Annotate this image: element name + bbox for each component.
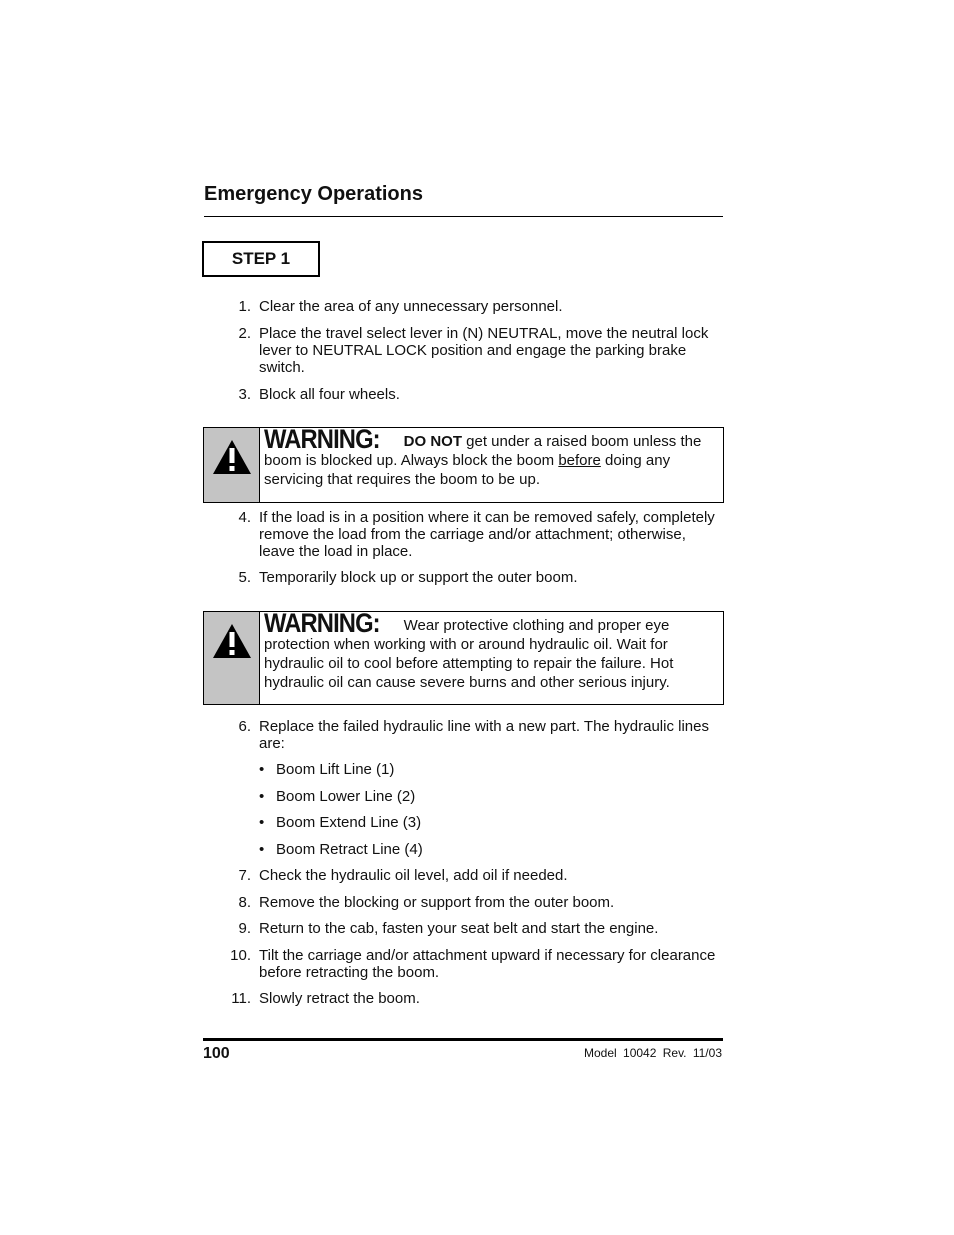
list-item [230, 947, 723, 981]
page-number: 100 [203, 1045, 230, 1062]
bullet-dot: • [259, 841, 265, 858]
step-number: 9. [238, 920, 251, 937]
bullet-text: Boom Retract Line (4) [276, 841, 423, 858]
step-text: Block all four wheels. [259, 386, 400, 403]
page-title: Emergency Operations [204, 183, 423, 205]
warning-icon-panel [204, 612, 260, 704]
warning-heading: WARNING: [264, 608, 380, 638]
warning-text-part: get under a raised boom unless the boom is blocked up. Always block the boom [264, 433, 702, 469]
warning-icon-panel [204, 428, 260, 502]
step-text: Slowly retract the boom. [259, 990, 420, 1007]
list-item [238, 325, 723, 376]
bullet-text: Boom Lower Line (2) [276, 788, 416, 805]
footer-divider [203, 1038, 723, 1041]
step-number: 3. [238, 386, 251, 403]
step-text: Temporarily block up or support the outer boom. [259, 569, 578, 586]
step-label-box: STEP 1 [202, 241, 320, 277]
bullet-dot: • [259, 761, 265, 778]
step-number: 10. [230, 947, 251, 964]
warning-box-hydraulic [203, 608, 724, 705]
warning-box-boom [203, 424, 724, 503]
bullet-item [259, 788, 716, 805]
step-text: Tilt the carriage and/or attachment upward if necessary for clearance before retracting the boom. [259, 947, 716, 981]
bullet-item [259, 761, 716, 778]
step-text: Clear the area of any unnecessary personnel. [259, 298, 563, 315]
step-number: 2. [238, 325, 251, 342]
warning-underlined-word: before [558, 452, 601, 469]
warning-message [264, 424, 717, 489]
step-text: Check the hydraulic oil level, add oil if needed. [259, 867, 568, 884]
bullet-text: Boom Extend Line (3) [276, 814, 422, 831]
list-item [238, 509, 723, 560]
step-number: 1. [238, 298, 251, 315]
list-item [238, 867, 723, 884]
title-divider [204, 216, 723, 217]
warning-message [264, 608, 717, 692]
list-item [238, 920, 723, 937]
list-item [238, 569, 723, 586]
step-number: 5. [238, 569, 251, 586]
bullet-item [259, 841, 716, 858]
model-revision: Model 10042 Rev. 11/03 [584, 1046, 722, 1060]
step-number: 7. [238, 867, 251, 884]
bullet-dot: • [259, 814, 265, 831]
step-number: 8. [238, 894, 251, 911]
bullet-text: Boom Lift Line (1) [276, 761, 395, 778]
list-item [238, 894, 723, 911]
step-number: 11. [231, 990, 251, 1007]
step-text: Place the travel select lever in (N) NEUTRAL, move the neutral lock lever to NEUTRAL LOCK position and engage the parking brake switch. [259, 325, 709, 376]
warning-triangle-icon [211, 438, 253, 476]
warning-text-part: doing any servicing that requires the boom to be up. [264, 452, 671, 488]
step-text: Replace the failed hydraulic line with a new part. The hydraulic lines are: [259, 718, 709, 752]
bullet-item [259, 814, 716, 831]
warning-emphasis: DO NOT [403, 433, 462, 450]
step-number: 4. [238, 509, 251, 526]
list-item [231, 990, 723, 1007]
step-number: 6. [238, 718, 251, 735]
step-text: If the load is in a position where it can be removed safely, completely remove the load from the carriage and/or attachment; otherwise, leave the load in place. [259, 509, 715, 560]
warning-triangle-icon [211, 622, 253, 660]
step-text: Remove the blocking or support from the outer boom. [259, 894, 615, 911]
step-text: Return to the cab, fasten your seat belt and start the engine. [259, 920, 659, 937]
list-item [238, 386, 723, 403]
list-item [238, 298, 723, 315]
warning-text-part: Wear protective clothing and proper eye protection when working with or around hydraulic oil. Wait for hydraulic oil to cool before attempting to repair the failure. Hot hydraulic oil can cause severe burns and other serious injury. [264, 617, 674, 691]
list-item [238, 718, 723, 752]
warning-heading: WARNING: [264, 424, 380, 454]
bullet-dot: • [259, 788, 265, 805]
